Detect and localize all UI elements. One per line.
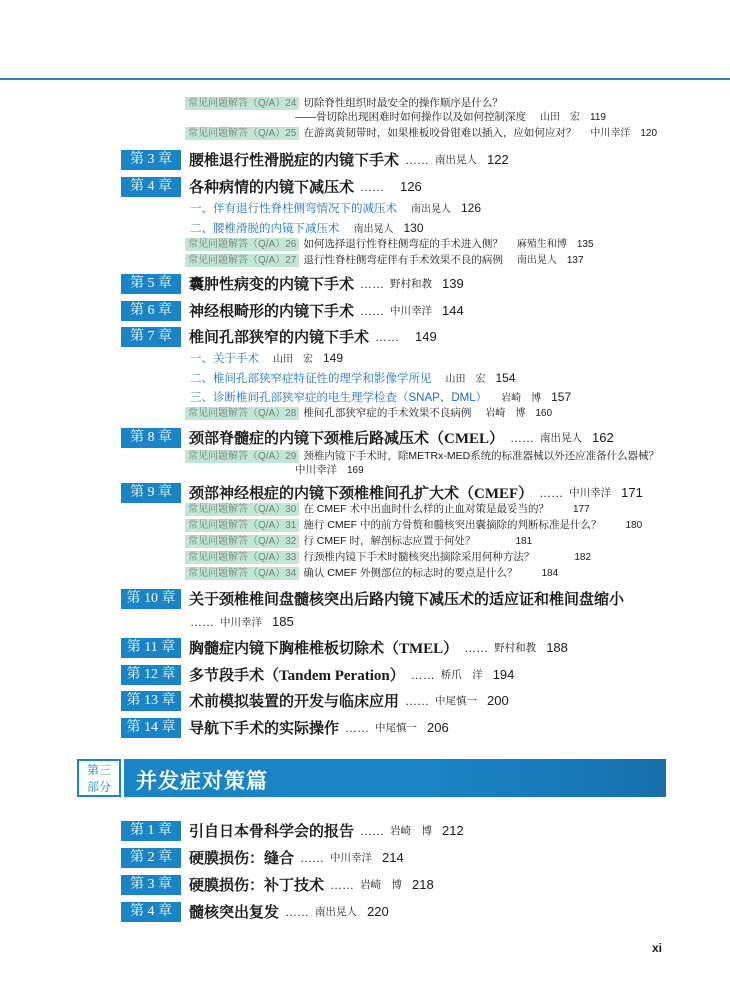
leader-dots: …… bbox=[360, 276, 385, 291]
chapter-badge: 第 3 章 bbox=[121, 875, 181, 895]
chapter-title: 各种病情的内镜下减压术 bbox=[189, 180, 355, 196]
chapter-badge: 第 12 章 bbox=[121, 665, 181, 685]
qa-title: 颈椎内镜下手术时，除METRx-MED系统的标准器械以外还应准备什么器械？ bbox=[303, 450, 660, 462]
chapter-author: 岩崎 博 bbox=[360, 880, 403, 891]
section-page: 154 bbox=[495, 371, 516, 385]
qa-page: 169 bbox=[347, 465, 364, 476]
chapter-title: 颈部脊髓症的内镜下颈椎后路减压术（CMEL） bbox=[189, 431, 505, 447]
section-title: 三、诊断椎间孔部狭窄症的电生理学检查（SNAP、DML） bbox=[190, 392, 488, 404]
chapter-title: 囊肿性病变的内镜下手术 bbox=[189, 277, 355, 293]
part-badge bbox=[77, 759, 121, 797]
part-badge-line2: 部分 bbox=[86, 780, 111, 794]
leader-dots: …… bbox=[375, 329, 400, 344]
leader-dots: …… bbox=[360, 823, 385, 838]
qa-page: 181 bbox=[515, 536, 533, 547]
leader-dots: …… bbox=[360, 303, 385, 318]
qa-title: 在游离黄韧带时，如果椎板咬骨钳难以插入，应如何应对？ bbox=[303, 127, 577, 139]
qa-entry[interactable] bbox=[185, 535, 532, 548]
qa-tag: 常见问题解答（Q/A）27 bbox=[185, 254, 299, 267]
qa-page: 120 bbox=[640, 128, 658, 139]
section-page: 126 bbox=[461, 201, 482, 215]
part-title: 并发症对策篇 bbox=[136, 769, 268, 793]
qa-title: 行颈椎内镜下手术时髓核突出摘除采用何种方法？ bbox=[303, 551, 535, 563]
chapter-page: 162 bbox=[592, 430, 614, 445]
qa-page: 177 bbox=[572, 504, 590, 515]
chapter-5[interactable] bbox=[121, 273, 464, 294]
section-author: 岩崎 博 bbox=[501, 393, 542, 404]
chapter-badge: 第 5 章 bbox=[121, 274, 181, 294]
chapter-badge: 第 9 章 bbox=[121, 483, 181, 503]
qa-entry[interactable] bbox=[185, 503, 590, 516]
section-entry[interactable] bbox=[190, 389, 571, 405]
chapter-badge: 第 4 章 bbox=[121, 902, 181, 922]
chapter-badge: 第 13 章 bbox=[121, 691, 181, 711]
chapter-14[interactable] bbox=[121, 717, 449, 738]
qa-page: 137 bbox=[566, 255, 584, 266]
qa-tag: 常见问题解答（Q/A）25 bbox=[185, 127, 299, 140]
page-number: xi bbox=[652, 941, 663, 955]
part-badge-line1: 第三 bbox=[86, 763, 111, 777]
section-title: 二、椎间孔部狭窄症特征性的理学和影像学所见 bbox=[190, 373, 432, 385]
chapter-title: 腰椎退行性滑脱症的内镜下手术 bbox=[189, 153, 400, 169]
qa-page: 180 bbox=[625, 520, 643, 531]
leader-dots: …… bbox=[539, 485, 564, 500]
chapter-title: 胸髓症内镜下胸椎椎板切除术（TMEL） bbox=[189, 641, 459, 657]
qa-tag: 常见问题解答（Q/A）26 bbox=[185, 238, 299, 251]
chapter-page: 200 bbox=[487, 693, 509, 708]
chapter-author: 中川幸洋 bbox=[220, 617, 262, 629]
chapter-page: 126 bbox=[400, 179, 422, 194]
chapter-6[interactable] bbox=[121, 300, 464, 321]
chapter-title: 神经根畸形的内镜下手术 bbox=[189, 304, 355, 320]
qa-author: 麻殖生和博 bbox=[516, 239, 567, 250]
qa-title: 椎间孔部狭窄症的手术效果不良病例 bbox=[303, 407, 472, 419]
qa-entry-continuation[interactable] bbox=[185, 111, 606, 124]
qa-tag: 常见问题解答（Q/A）29 bbox=[185, 450, 299, 463]
qa-title: 确认 CMEF 外侧部位的标志时的要点是什么？ bbox=[303, 567, 518, 579]
section-title: 二、腰椎滑脱的内镜下减压术 bbox=[190, 223, 340, 235]
chapter-badge: 第 8 章 bbox=[121, 428, 181, 448]
qa-tag: 常见问题解答（Q/A）34 bbox=[185, 567, 299, 580]
chapter-4[interactable] bbox=[121, 176, 422, 197]
part3-chapter-3[interactable] bbox=[121, 874, 434, 895]
chapter-title: 椎间孔部狭窄的内镜下手术 bbox=[189, 330, 370, 346]
chapter-author: 中川幸洋 bbox=[390, 306, 433, 317]
leader-dots: …… bbox=[330, 877, 355, 892]
chapter-title: 髓核突出复发 bbox=[189, 905, 280, 921]
chapter-author: 野村和教 bbox=[494, 643, 537, 654]
chapter-3[interactable] bbox=[121, 149, 509, 170]
chapter-badge: 第 1 章 bbox=[121, 821, 181, 841]
chapter-author: 桥爪 洋 bbox=[440, 670, 483, 681]
chapter-11[interactable] bbox=[121, 637, 568, 658]
qa-entry[interactable] bbox=[185, 407, 552, 420]
chapter-10-continuation[interactable] bbox=[190, 613, 294, 631]
chapter-page: 185 bbox=[272, 614, 294, 630]
qa-entry[interactable] bbox=[185, 254, 584, 267]
chapter-title: 多节段手术（Tandem Peration） bbox=[189, 668, 405, 684]
chapter-badge: 第 10 章 bbox=[121, 589, 181, 609]
chapter-10[interactable] bbox=[121, 588, 624, 609]
section-page: 157 bbox=[551, 390, 572, 404]
qa-title: 如何选择退行性脊柱侧弯症的手术进入侧？ bbox=[303, 238, 503, 250]
chapter-8[interactable] bbox=[121, 427, 614, 448]
qa-entry-continuation[interactable] bbox=[295, 464, 364, 477]
chapter-title: 硬膜损伤：补丁技术 bbox=[189, 878, 325, 894]
chapter-page: 144 bbox=[442, 303, 464, 318]
chapter-title: 颈部神经根症的内镜下颈椎椎间孔扩大术（CMEF） bbox=[189, 486, 534, 502]
chapter-badge: 第 3 章 bbox=[121, 150, 181, 170]
section-entry[interactable] bbox=[190, 220, 424, 236]
chapter-page: 171 bbox=[621, 485, 643, 500]
part3-chapter-2[interactable] bbox=[121, 847, 404, 868]
chapter-13[interactable] bbox=[121, 690, 509, 711]
chapter-author: 南出晃人 bbox=[540, 433, 583, 444]
chapter-badge: 第 11 章 bbox=[121, 638, 181, 658]
chapter-author: 南出晃人 bbox=[435, 155, 478, 166]
qa-title: 在 CMEF 术中出血时什么样的止血对策是最妥当的？ bbox=[303, 503, 549, 515]
qa-title: 施行 CMEF 中的前方骨赘和髓核突出囊摘除的判断标准是什么？ bbox=[303, 519, 602, 531]
qa-entry[interactable] bbox=[185, 519, 642, 532]
qa-entry[interactable] bbox=[185, 127, 657, 140]
chapter-author: 中尾慎一 bbox=[435, 696, 478, 707]
qa-entry[interactable] bbox=[185, 450, 659, 463]
chapter-page: 188 bbox=[546, 640, 568, 655]
qa-page: 160 bbox=[535, 408, 553, 419]
chapter-page: 214 bbox=[382, 850, 404, 865]
leader-dots: …… bbox=[405, 693, 430, 708]
chapter-page: 139 bbox=[442, 276, 464, 291]
section-entry[interactable] bbox=[190, 370, 516, 386]
qa-entry[interactable] bbox=[185, 567, 558, 580]
chapter-author: 中川幸洋 bbox=[569, 488, 612, 499]
chapter-page: 194 bbox=[492, 667, 515, 682]
chapter-badge: 第 4 章 bbox=[121, 177, 181, 197]
qa-title: 退行性脊柱侧弯症伴有手术效果不良的病例 bbox=[303, 254, 503, 266]
section-page: 149 bbox=[323, 351, 344, 365]
chapter-author: 南出晃人 bbox=[315, 907, 358, 918]
chapter-page: 149 bbox=[415, 329, 437, 344]
chapter-author: 岩崎 博 bbox=[390, 826, 433, 837]
chapter-page: 220 bbox=[367, 904, 389, 919]
qa-tag: 常见问题解答（Q/A）30 bbox=[185, 503, 299, 516]
leader-dots: …… bbox=[345, 720, 370, 735]
qa-title: 行 CMEF 时，解剖标志应置于何处？ bbox=[303, 535, 476, 547]
chapter-author: 中川幸洋 bbox=[330, 853, 373, 864]
section-title: 一、伴有退行性脊柱侧弯情况下的减压术 bbox=[190, 203, 397, 215]
qa-entry[interactable] bbox=[185, 97, 503, 110]
qa-page: 135 bbox=[576, 239, 594, 250]
chapter-12[interactable] bbox=[121, 664, 514, 685]
qa-tag: 常见问题解答（Q/A）24 bbox=[185, 97, 299, 110]
chapter-title: 关于颈椎椎间盘髓核突出后路内镜下减压术的适应证和椎间盘缩小 bbox=[189, 592, 625, 608]
part-title-bar[interactable] bbox=[124, 759, 666, 797]
leader-dots: …… bbox=[405, 152, 430, 167]
qa-tag: 常见问题解答（Q/A）33 bbox=[185, 551, 299, 564]
qa-entry[interactable] bbox=[185, 238, 594, 251]
qa-author: 岩崎 博 bbox=[485, 408, 526, 419]
qa-author: 中川幸洋 bbox=[295, 465, 337, 476]
qa-author: 中川幸洋 bbox=[590, 128, 631, 139]
leader-dots: …… bbox=[410, 667, 435, 682]
qa-tag: 常见问题解答（Q/A）28 bbox=[185, 407, 299, 420]
qa-tag: 常见问题解答（Q/A）32 bbox=[185, 535, 299, 548]
qa-page: 182 bbox=[574, 552, 592, 563]
chapter-title: 硬膜损伤：缝合 bbox=[189, 851, 295, 867]
chapter-title: 引自日本骨科学会的报告 bbox=[189, 824, 355, 840]
section-author: 南出晃人 bbox=[411, 204, 451, 215]
chapter-badge: 第 6 章 bbox=[121, 301, 181, 321]
chapter-author: 野村和教 bbox=[390, 279, 433, 290]
chapter-page: 122 bbox=[487, 152, 509, 167]
section-author: 南出晃人 bbox=[353, 224, 394, 235]
chapter-title: 术前模拟装置的开发与临床应用 bbox=[189, 694, 400, 710]
chapter-page: 212 bbox=[442, 823, 464, 838]
chapter-7[interactable] bbox=[121, 326, 437, 347]
qa-page: 184 bbox=[541, 568, 559, 579]
chapter-9[interactable] bbox=[121, 482, 643, 503]
qa-page: 119 bbox=[590, 112, 606, 123]
qa-tag: 常见问题解答（Q/A）31 bbox=[185, 519, 299, 532]
chapter-badge: 第 7 章 bbox=[121, 327, 181, 347]
section-title: 一、关于手术 bbox=[190, 353, 259, 365]
chapter-badge: 第 14 章 bbox=[121, 718, 181, 738]
section-entry[interactable] bbox=[190, 350, 343, 366]
leader-dots: …… bbox=[360, 179, 385, 194]
chapter-badge: 第 2 章 bbox=[121, 848, 181, 868]
section-entry[interactable] bbox=[190, 200, 481, 216]
section-author: 山田 宏 bbox=[273, 354, 313, 365]
leader-dots: …… bbox=[300, 850, 325, 865]
leader-dots: …… bbox=[510, 430, 535, 445]
chapter-page: 206 bbox=[427, 720, 449, 735]
header-rule bbox=[0, 78, 730, 80]
qa-title: ——骨切除出现困难时如何操作以及如何控制深度 bbox=[295, 111, 526, 123]
leader-dots: …… bbox=[464, 640, 489, 655]
part3-chapter-4[interactable] bbox=[121, 901, 389, 922]
section-page: 130 bbox=[403, 221, 424, 235]
chapter-title: 导航下手术的实际操作 bbox=[189, 721, 340, 737]
qa-author: 山田 宏 bbox=[540, 112, 580, 123]
section-author: 山田 宏 bbox=[445, 374, 486, 385]
chapter-page: 218 bbox=[412, 877, 434, 892]
leader-dots: …… bbox=[190, 614, 214, 629]
qa-entry[interactable] bbox=[185, 551, 591, 564]
chapter-author: 中尾慎一 bbox=[375, 723, 418, 734]
leader-dots: …… bbox=[285, 904, 310, 919]
qa-author: 南出晃人 bbox=[516, 255, 557, 266]
part3-chapter-1[interactable] bbox=[121, 820, 464, 841]
qa-title: 切除脊性组织时最安全的操作顺序是什么？ bbox=[303, 97, 503, 109]
